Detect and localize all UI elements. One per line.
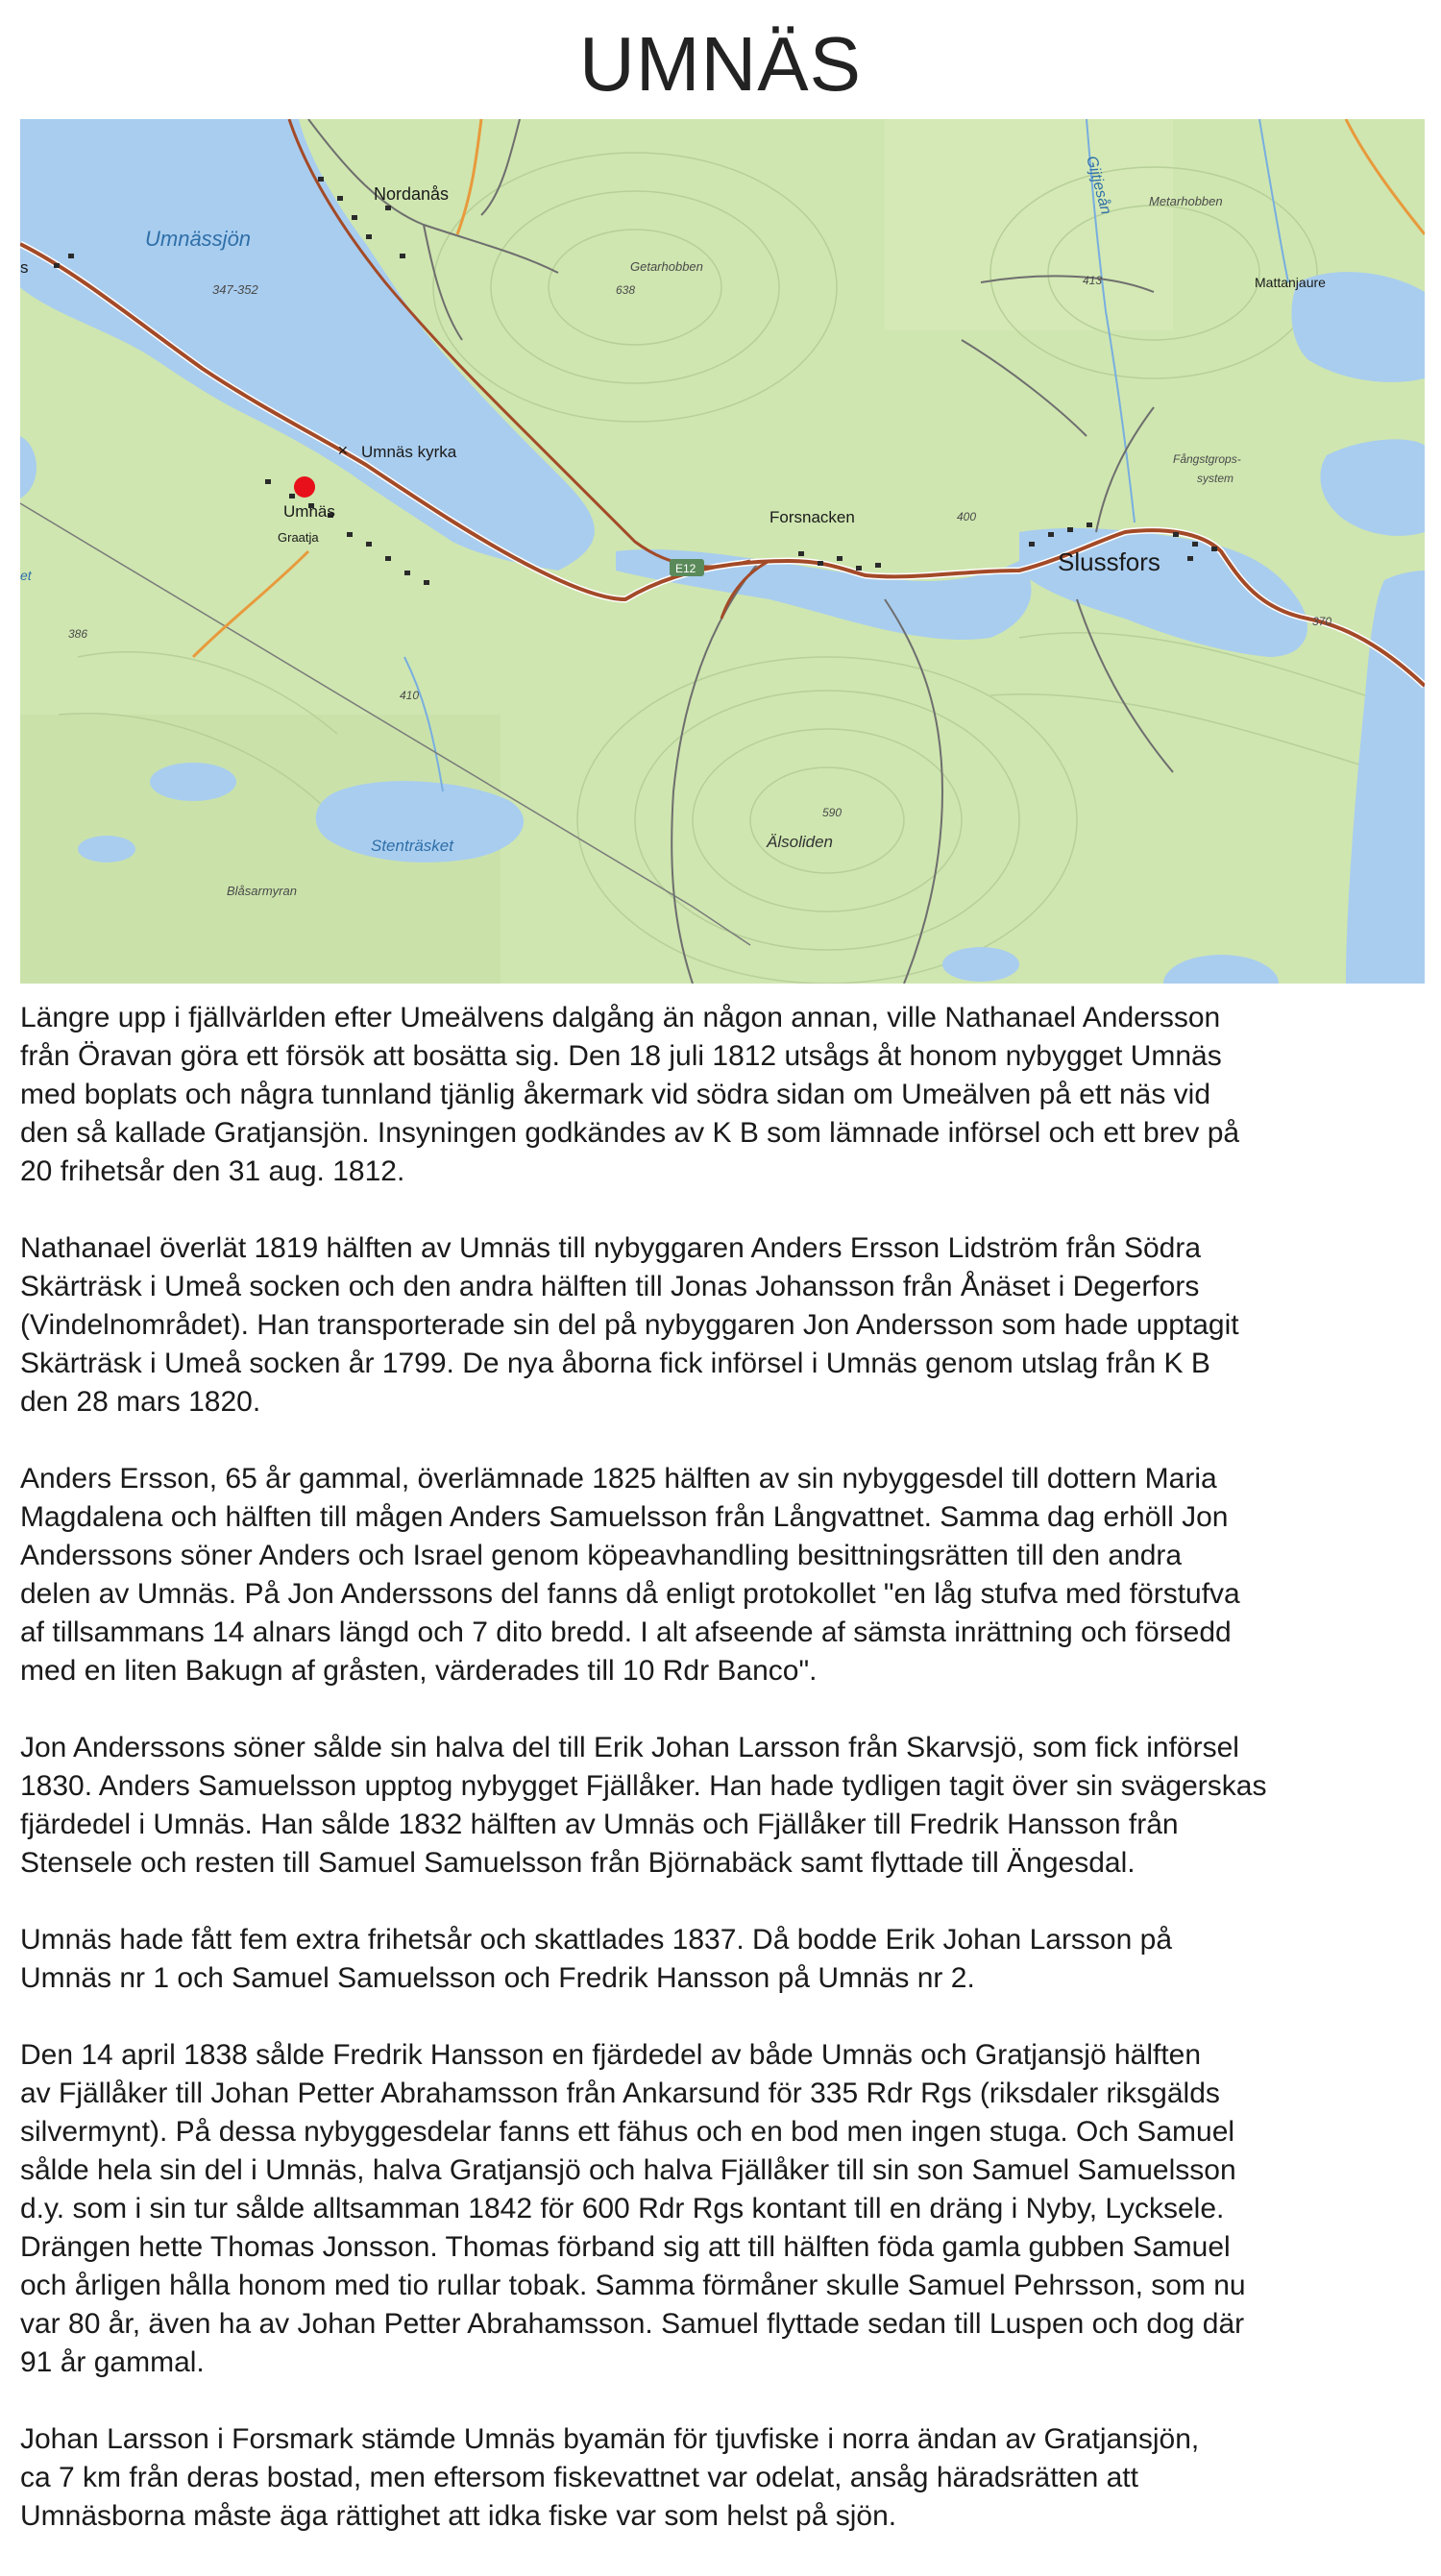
label-edge-et: et xyxy=(20,568,32,583)
label-mattanjaure: Mattanjaure xyxy=(1255,275,1326,290)
label-umnassjon: Umnässjön xyxy=(145,227,252,251)
label-umnas: Umnäs xyxy=(283,502,335,521)
paragraph-4: Jon Anderssons söner sålde sin halva del till Erik Johan Larsson från Skarvsjö, som fick införsel 1830. Anders Samuelsson upptog nybygget Fjällåker. Han hade tydligen tagit över sin svägerskas fjärdedel i Umnäs. Han sålde 1832 hälften av Umnäs och Fjällåker till Fredrik Hansson från Stensele och resten till Samuel Samuelsson från Björnabäck samt flyttade till Ängesdal. xyxy=(20,1732,1267,1879)
label-elev-410: 410 xyxy=(400,689,420,702)
label-elev-370: 370 xyxy=(1312,615,1332,628)
label-system: system xyxy=(1197,472,1234,485)
paragraph-1: Längre upp i fjällvärlden efter Umeälvens dalgång än någon annan, ville Nathanael Andersson från Öravan göra ett försök att bosätta sig. Den 18 juli 1812 utsågs åt honom nybygget Umnäs med boplats och några tunnland tjänlig åkermark vid södra sidan om Umeälven på ett näs vid den så kallade Gratjansjön. Insyningen godkändes av K B som lämnade införsel och ett brev på 20 frihetsår den 31 aug. 1812. xyxy=(20,1002,1240,1187)
label-stentrasket: Stenträsket xyxy=(371,837,453,855)
label-elev-413: 413 xyxy=(1083,274,1103,287)
label-umnas-kyrka: Umnäs kyrka xyxy=(361,443,457,461)
label-road-e12: E12 xyxy=(675,562,696,575)
label-edge-s: s xyxy=(20,258,29,277)
label-elev-getarhobben: 638 xyxy=(616,283,636,297)
paragraph-2: Nathanael överlät 1819 hälften av Umnäs till nybyggaren Anders Ersson Lidström från Södra Skärträsk i Umeå socken och den andra hälften till Jonas Johansson från Ånäset i Degerfors (Vindelnområdet). Han transporterade sin del på nybyggaren Jon Andersson som hade upptagit Skärträsk i Umeå socken år 1799. De nya åborna fick införsel i Umnäs genom utslag från K B den 28 mars 1820. xyxy=(20,1232,1239,1418)
label-getarhobben: Getarhobben xyxy=(630,259,703,274)
map-canvas xyxy=(20,119,1425,984)
label-nordanas: Nordanås xyxy=(374,184,450,204)
label-forsnacken: Forsnacken xyxy=(769,508,855,526)
article-body xyxy=(20,999,1425,2574)
label-elev-400: 400 xyxy=(957,510,977,523)
label-blasarmyran: Blåsarmyran xyxy=(227,884,297,898)
label-metarhobben: Metarhobben xyxy=(1149,194,1223,208)
label-gijtjesan: Gijtjesån xyxy=(1083,154,1114,217)
label-elev-590: 590 xyxy=(822,806,843,819)
label-gratjan: Graatja xyxy=(278,530,319,545)
paragraph-3: Anders Ersson, 65 år gammal, överlämnade 1825 hälften av sin nybyggesdel till dottern Maria Magdalena och hälften till mågen Anders Samuelsson från Långvattnet. Samma dag erhöll Jon Anderssons söner Anders och Israel genom köpeavhandling besittningsrätten till den andra delen av Umnäs. På Jon Anderssons del fanns då enligt protokollet "en låg stufva med förstufva af tillsammans 14 alnars längd och 7 dito bredd. I alt afseende af sämsta inrättning och försedd med en liten Bakugn af gråsten, värderades till 10 Rdr Banco". xyxy=(20,1463,1240,1687)
paragraph-6: Den 14 april 1838 sålde Fredrik Hansson en fjärdedel av både Umnäs och Gratjansjö hälften av Fjällåker till Johan Petter Abrahamsson från Ankarsund för 335 Rdr Rgs (riksdaler riksgälds silvermynt). På dessa nybyggesdelar fanns ett fähus och en bod men ingen stuga. Och Samuel sålde hela sin del i Umnäs, halva Gratjansjö och halva Fjällåker till sin son Samuel Samuelsson d.y. som i sin tur sålde alltsamman 1842 för 600 Rdr Rgs kontant till en dräng i Nyby, Lycksele. Drängen hette Thomas Jonsson. Thomas förband sig att till hälften föda gamla gubben Samuel och årligen hålla honom med tio rullar tobak. Samma förmåner skulle Samuel Pehrsson, som nu var 80 år, även ha av Johan Petter Abrahamsson. Samuel flyttade sedan till Luspen och dog där 91 år gammal. xyxy=(20,2039,1246,2378)
paragraph-5: Umnäs hade fått fem extra frihetsår och skattlades 1837. Då bodde Erik Johan Larsson på Umnäs nr 1 och Samuel Samuelsson och Fredrik Hansson på Umnäs nr 2. xyxy=(20,1924,1173,1994)
label-elev-386: 386 xyxy=(68,627,88,641)
location-map xyxy=(20,119,1425,984)
paragraph-7: Johan Larsson i Forsmark stämde Umnäs byamän för tjuvfiske i norra ändan av Gratjansjön, ca 7 km från deras bostad, men eftersom fiskevattnet var odelat, ansåg häradsrätten att Umnäsborna måste äga rättighet att idka fiske var som helst på sjön. xyxy=(20,2423,1200,2532)
label-alsoliden: Älsoliden xyxy=(767,833,833,851)
label-elev-umnassjon: 347-352 xyxy=(212,282,258,297)
label-slussfors: Slussfors xyxy=(1058,547,1160,576)
location-marker xyxy=(294,476,315,498)
church-icon: ✕ xyxy=(337,443,349,458)
page-title: UMNÄS xyxy=(579,21,862,107)
label-fangstgrops: Fångstgrops- xyxy=(1173,452,1241,466)
